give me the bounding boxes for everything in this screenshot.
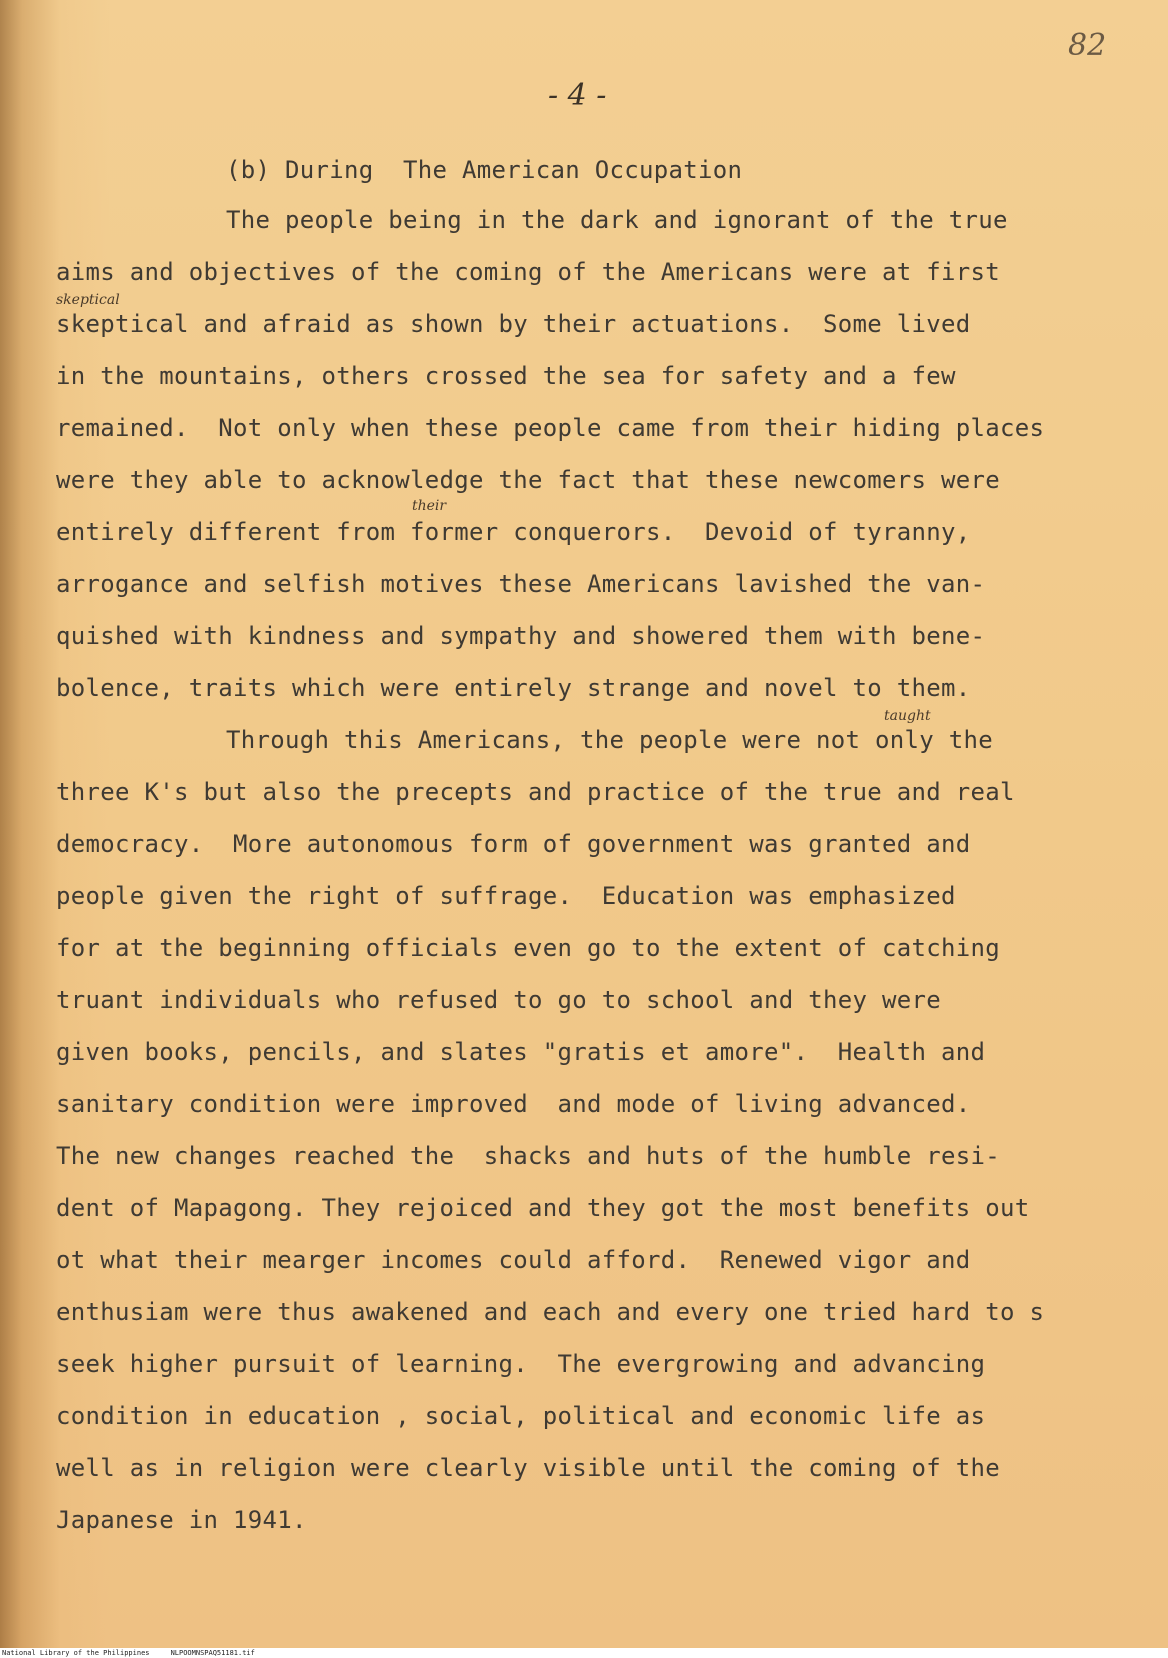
- handwritten-insertion-their: their: [412, 498, 447, 514]
- text-line: enthusiam were thus awakened and each and every one tried hard to s: [56, 1298, 1045, 1326]
- scan-footer: [0, 1648, 1168, 1658]
- text-line: quished with kindness and sympathy and showered them with bene-: [56, 622, 986, 650]
- handwritten-correction-skeptical: skeptical: [56, 292, 120, 308]
- text-line: democracy. More autonomous form of government was granted and: [56, 830, 971, 858]
- text-line: Through this Americans, the people were not only the: [226, 726, 993, 754]
- page-number: - 4 -: [548, 78, 607, 113]
- text-line: sanitary condition were improved and mode of living advanced.: [56, 1090, 971, 1118]
- text-line: for at the beginning officials even go to the extent of catching: [56, 934, 1000, 962]
- text-line: Japanese in 1941.: [56, 1506, 307, 1534]
- text-line: skeptical and afraid as shown by their actuations. Some lived: [56, 310, 971, 338]
- text-line: condition in education , social, political and economic life as: [56, 1402, 986, 1430]
- text-line: well as in religion were clearly visible until the coming of the: [56, 1454, 1000, 1482]
- text-line: arrogance and selfish motives these Americans lavished the van-: [56, 570, 986, 598]
- text-line: The people being in the dark and ignorant of the true: [226, 206, 1008, 234]
- text-line: entirely different from former conquerors. Devoid of tyranny,: [56, 518, 971, 546]
- text-line: bolence, traits which were entirely strange and novel to them.: [56, 674, 971, 702]
- text-line: The new changes reached the shacks and huts of the humble resi-: [56, 1142, 1000, 1170]
- text-line: in the mountains, others crossed the sea for safety and a few: [56, 362, 956, 390]
- text-line: were they able to acknowledge the fact that these newcomers were: [56, 466, 1000, 494]
- text-line: seek higher pursuit of learning. The evergrowing and advancing: [56, 1350, 986, 1378]
- section-heading: (b) During The American Occupation: [226, 156, 743, 184]
- text-line: ot what their mearger incomes could afford. Renewed vigor and: [56, 1246, 971, 1274]
- text-line: people given the right of suffrage. Education was emphasized: [56, 882, 956, 910]
- text-line: aims and objectives of the coming of the Americans were at first: [56, 258, 1000, 286]
- text-line: dent of Mapagong. They rejoiced and they got the most benefits out: [56, 1194, 1030, 1222]
- text-line: remained. Not only when these people came from their hiding places: [56, 414, 1045, 442]
- folio-number: 82: [1068, 28, 1107, 63]
- footer-text: National Library of the Philippines NLPOOMNSPAQ51181.tif: [2, 1649, 255, 1657]
- text-line: given books, pencils, and slates "gratis et amore". Health and: [56, 1038, 986, 1066]
- handwritten-insertion-taught: taught: [884, 708, 931, 724]
- text-line: truant individuals who refused to go to school and they were: [56, 986, 941, 1014]
- text-line: three K's but also the precepts and practice of the true and real: [56, 778, 1015, 806]
